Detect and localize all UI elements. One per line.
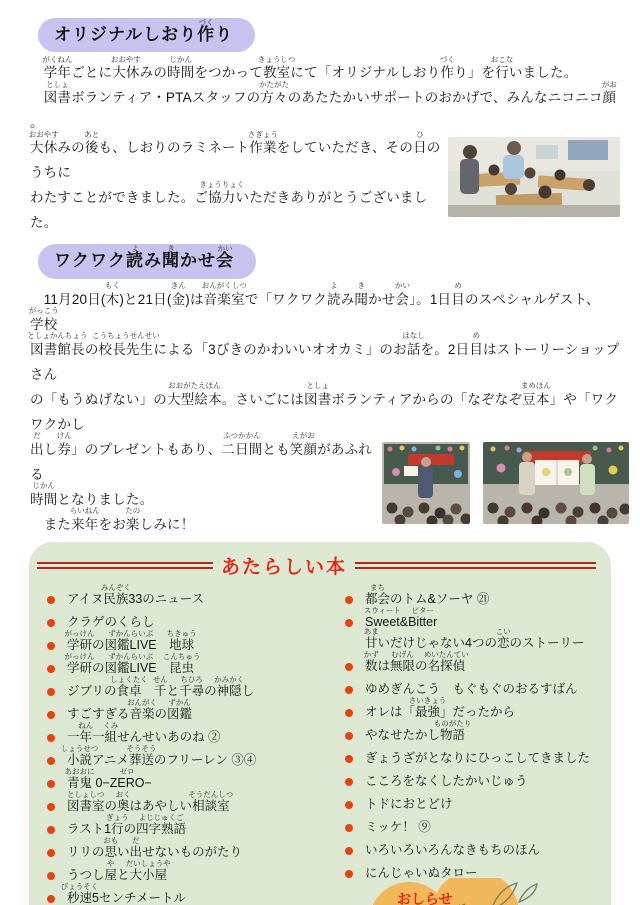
book-title: やなせたかし物語 ものがたり xyxy=(365,718,472,742)
book-column-right xyxy=(343,582,599,905)
bullet-icon xyxy=(345,709,353,717)
bullet-icon xyxy=(47,872,55,880)
bullet-icon xyxy=(345,619,353,627)
book-item xyxy=(343,679,599,700)
read-aloud-photo-principal xyxy=(382,442,470,524)
text-line: 大休 おおやす みの後 あと も、しおりのラミネート作業 さぎょう をしていただき、その日 ひ のうちに xyxy=(28,129,441,181)
book-title: 図書室 としょしつ の奥 おく はあやしい相談室 そうだんしつ xyxy=(67,789,234,813)
new-books-header xyxy=(29,542,611,583)
book-title: 学研 がっけん の図鑑LIVE ずかんらいぶ 昆虫 こんちゅう xyxy=(64,651,201,675)
bullet-icon xyxy=(345,870,353,878)
bullet-icon xyxy=(47,711,55,719)
double-line-left xyxy=(37,562,213,569)
yomikikase-paragraph-side xyxy=(30,431,382,537)
book-title: 青鬼 あおおに 0−ZERO ゼロ − xyxy=(64,766,152,790)
bullet-icon xyxy=(345,663,353,671)
book-title: うつし屋 や と大小屋 だいしょうや xyxy=(67,858,171,882)
bullet-icon xyxy=(47,780,55,788)
text-line: 時間 じかん となりました。 xyxy=(30,481,154,507)
bullet-icon xyxy=(47,849,55,857)
bullet-icon xyxy=(47,826,55,834)
book-title: クラゲのくらし xyxy=(67,614,155,629)
book-title: ジブリの食卓 しょくたく 千 せん と千尋 ちひろ の神隠 かみかく し xyxy=(67,674,255,698)
book-title: オレは「最強 さいきょう 」だったから xyxy=(365,695,516,719)
book-item xyxy=(343,649,599,677)
bullet-icon xyxy=(47,665,55,673)
text-line: また来年 らいねん をお楽 たの しみに！ xyxy=(30,506,195,532)
book-item xyxy=(45,812,343,840)
book-title: 数 かず は無限 むげん の名探偵 めいたんてい xyxy=(363,649,469,673)
read-aloud-photos xyxy=(382,442,629,537)
book-title: いろいろいろんなきもちのほん xyxy=(365,842,541,857)
text-line: 図書館長 としょかんちょう の校長先生 こうちょうせんせい による「3びきのかわいいオオカミ」のお話 はなし を。2日目 め はストーリーショップさん xyxy=(27,331,620,382)
bullet-icon xyxy=(345,847,353,855)
book-item xyxy=(343,840,599,861)
read-aloud-photo-storyshop xyxy=(483,442,629,524)
bullet-icon xyxy=(345,778,353,786)
book-item xyxy=(45,674,343,702)
bullet-icon xyxy=(47,895,55,903)
bullet-icon xyxy=(47,734,55,742)
book-title: Sweet スウィート &Bitter ビター 甘 あま いだけじゃない4つの恋 こい のストーリー xyxy=(363,605,585,650)
text-line: 11月20日(木 もく )と21日(金 きん )は音楽室 おんがくしつ で「ワクワク読 よ み聞 き かせ会 かい 」。1日目 め のスペシャルゲスト、学校 がっこう xyxy=(28,281,600,332)
bullet-icon xyxy=(47,642,55,650)
book-title: こころをなくしたかいじゅう xyxy=(365,773,528,788)
book-title: ラスト1行 ぎょう の四字熟語 よじじゅくご xyxy=(67,812,187,836)
book-title: すごすぎる音楽 おんがく の図鑑 ずかん xyxy=(67,697,193,721)
bullet-icon xyxy=(47,619,55,627)
new-books-box xyxy=(29,542,611,905)
yomikikase-paragraph-top xyxy=(27,281,626,437)
classroom-bookmark-photo-illustration xyxy=(448,137,620,217)
book-item xyxy=(343,605,599,654)
bookmark-row xyxy=(28,129,640,235)
bullet-icon xyxy=(47,757,55,765)
section-title-bookmark: オリジナルしおり作 づく り xyxy=(38,18,255,52)
book-title: トドにおとどけ xyxy=(365,796,453,811)
book-title: 一年 ねん 一組 くみ せんせいあのね ② xyxy=(67,720,221,744)
book-item xyxy=(45,789,343,817)
bullet-icon xyxy=(345,801,353,809)
book-title: ミッケ！ ⑨ xyxy=(365,819,431,834)
book-item xyxy=(343,718,599,746)
bullet-icon xyxy=(345,755,353,763)
bookmark-paragraph-top xyxy=(30,54,626,135)
yomikikase-row xyxy=(30,431,640,537)
book-title: 学研 がっけん の図鑑LIVE ずかんらいぶ 地球 ちきゅう xyxy=(64,628,197,652)
book-item xyxy=(343,771,599,792)
new-books-title: あたらしい本 xyxy=(221,556,348,578)
text-line: 学年 がくねん ごとに大休 おおやす みの時間 じかん をつかって教室 きょうしつ にて「オリジナルしおり作 づく り」を行 おこな いました。 xyxy=(42,54,578,81)
book-item xyxy=(45,582,343,610)
book-columns xyxy=(29,583,611,905)
book-item xyxy=(343,748,599,769)
bullet-icon xyxy=(47,596,55,604)
book-title: リリの思 おも い出 だ せないものがたり xyxy=(67,835,243,859)
book-item xyxy=(45,881,343,905)
bullet-icon xyxy=(47,688,55,696)
book-title: 小説 しょうせつ アニメ葬送 そうそう のフリーレン ③④ xyxy=(60,743,257,767)
book-title: ぎょうざがとなりにひっこしてきました xyxy=(365,750,591,765)
bookmark-paragraph-side xyxy=(28,129,442,235)
book-title: ゆめぎんこう もぐもぐのおるすばん xyxy=(365,681,578,696)
book-title: アイヌ民族 みんぞく 33のニュース xyxy=(67,582,205,606)
book-item xyxy=(343,794,599,815)
bullet-icon xyxy=(47,803,55,811)
double-line-right xyxy=(355,562,596,569)
section-title-yomikikase: ワクワク読 よ み聞 き かせ会 かい xyxy=(38,244,256,278)
text-line: わたすことができました。ご協力 きょうりょく いただきありがとうございました。 xyxy=(30,179,428,231)
text-line: 図書 としょ ボランティア・PTAスタッフの方々 かたがた のあたたかいサポートのおかげで、みんなニコニコ顔 がお 。 xyxy=(30,79,617,131)
book-item xyxy=(343,817,599,838)
notice-title: おしらせ xyxy=(397,890,453,905)
text-line: の「もうぬげない」の大型絵本 おおがたえほん 。さいごには図書 としょ ボランティアからの「なぞなぞ豆本 まめほん 」や「ワクワクかし xyxy=(30,381,619,432)
classroom-bookmark-photo xyxy=(448,137,620,235)
book-item xyxy=(45,835,343,863)
book-column-left xyxy=(45,582,343,905)
book-title: 都会 まち のトム&ソーヤ ㉑ xyxy=(365,582,490,606)
bullet-icon xyxy=(345,732,353,740)
book-title: 秒速 びょうそく 5センチメートル xyxy=(60,881,186,905)
bullet-icon xyxy=(345,596,353,604)
notice-panel xyxy=(363,890,547,905)
book-title: にんじゃいぬタロー xyxy=(365,865,478,880)
text-line: 出 だ し券 けん 」のプレゼントもあり、二日間 ふつかかん とも笑顔 えがお があふれる xyxy=(30,431,373,482)
bullet-icon xyxy=(345,824,353,832)
bullet-icon xyxy=(345,686,353,694)
